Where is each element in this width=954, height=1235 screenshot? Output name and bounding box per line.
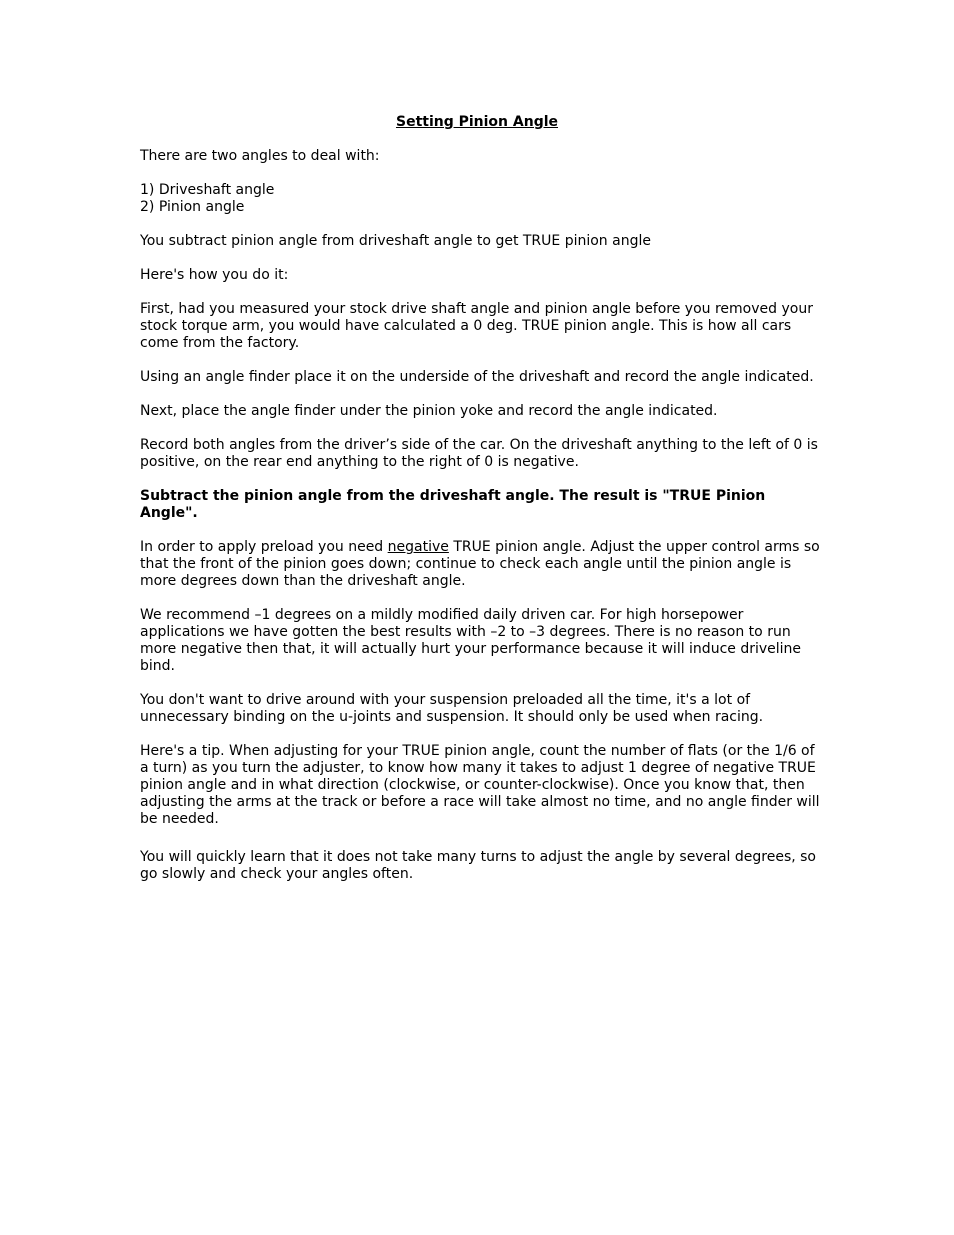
list-item: 1) Driveshaft angle bbox=[140, 182, 275, 198]
document-body bbox=[140, 148, 820, 900]
bold-instruction-paragraph: Subtract the pinion angle from the driveshaft angle. The result is "TRUE Pinion Angle". bbox=[140, 488, 766, 521]
record-paragraph: Record both angles from the driver’s side of the car. On the driveshaft anything to the left of 0 is positive, on the rear end anything to the right of 0 is negative. bbox=[140, 437, 818, 470]
next-paragraph: Next, place the angle finder under the pinion yoke and record the angle indicated. bbox=[140, 403, 718, 419]
subtract-paragraph: You subtract pinion angle from driveshaft angle to get TRUE pinion angle bbox=[140, 233, 651, 249]
intro-paragraph: There are two angles to deal with: bbox=[140, 148, 380, 164]
document-title: Setting Pinion Angle bbox=[395, 114, 559, 130]
learn-paragraph: You will quickly learn that it does not take many turns to adjust the angle by several degrees, so go slowly and check your angles often. bbox=[140, 849, 816, 882]
angle-list bbox=[140, 182, 820, 216]
first-paragraph: First, had you measured your stock drive shaft angle and pinion angle before you removed your stock torque arm, you would have calculated a 0 deg. TRUE pinion angle. This is how all cars come from the factory. bbox=[140, 301, 813, 351]
drive-paragraph: You don't want to drive around with your suspension preloaded all the time, it's a lot of unnecessary binding on the u-joints and suspension. It should only be used when racing. bbox=[140, 692, 764, 725]
preload-paragraph bbox=[140, 539, 820, 590]
underlined-negative: negative bbox=[387, 539, 449, 555]
list-item: 2) Pinion angle bbox=[140, 199, 245, 215]
finder-paragraph: Using an angle finder place it on the underside of the driveshaft and record the angle indicated. bbox=[140, 369, 814, 385]
howto-paragraph: Here's how you do it: bbox=[140, 267, 289, 283]
preload-text-start: In order to apply preload you need bbox=[140, 539, 388, 555]
recommend-paragraph: We recommend –1 degrees on a mildly modified daily driven car. For high horsepower applications we have gotten the best results with –2 to –3 degrees. There is no reason to run more negative then that, it will actually hurt your performance because it will induce driveline bind. bbox=[140, 607, 802, 674]
tip-paragraph: Here's a tip. When adjusting for your TRUE pinion angle, count the number of flats (or the 1/6 of a turn) as you turn the adjuster, to know how many it takes to adjust 1 degree of negative TRUE pinion angle and in what direction (clockwise, or counter-clockwise). Once you know that, then adjusting the arms at the track or before a race will take almost no time, and no angle finder will be needed. bbox=[140, 743, 820, 827]
preload-text-end: TRUE pinion angle. Adjust the upper control arms so that the front of the pinion goes down; continue to check each angle until the pinion angle is more degrees down than the driveshaft angle. bbox=[140, 539, 820, 589]
